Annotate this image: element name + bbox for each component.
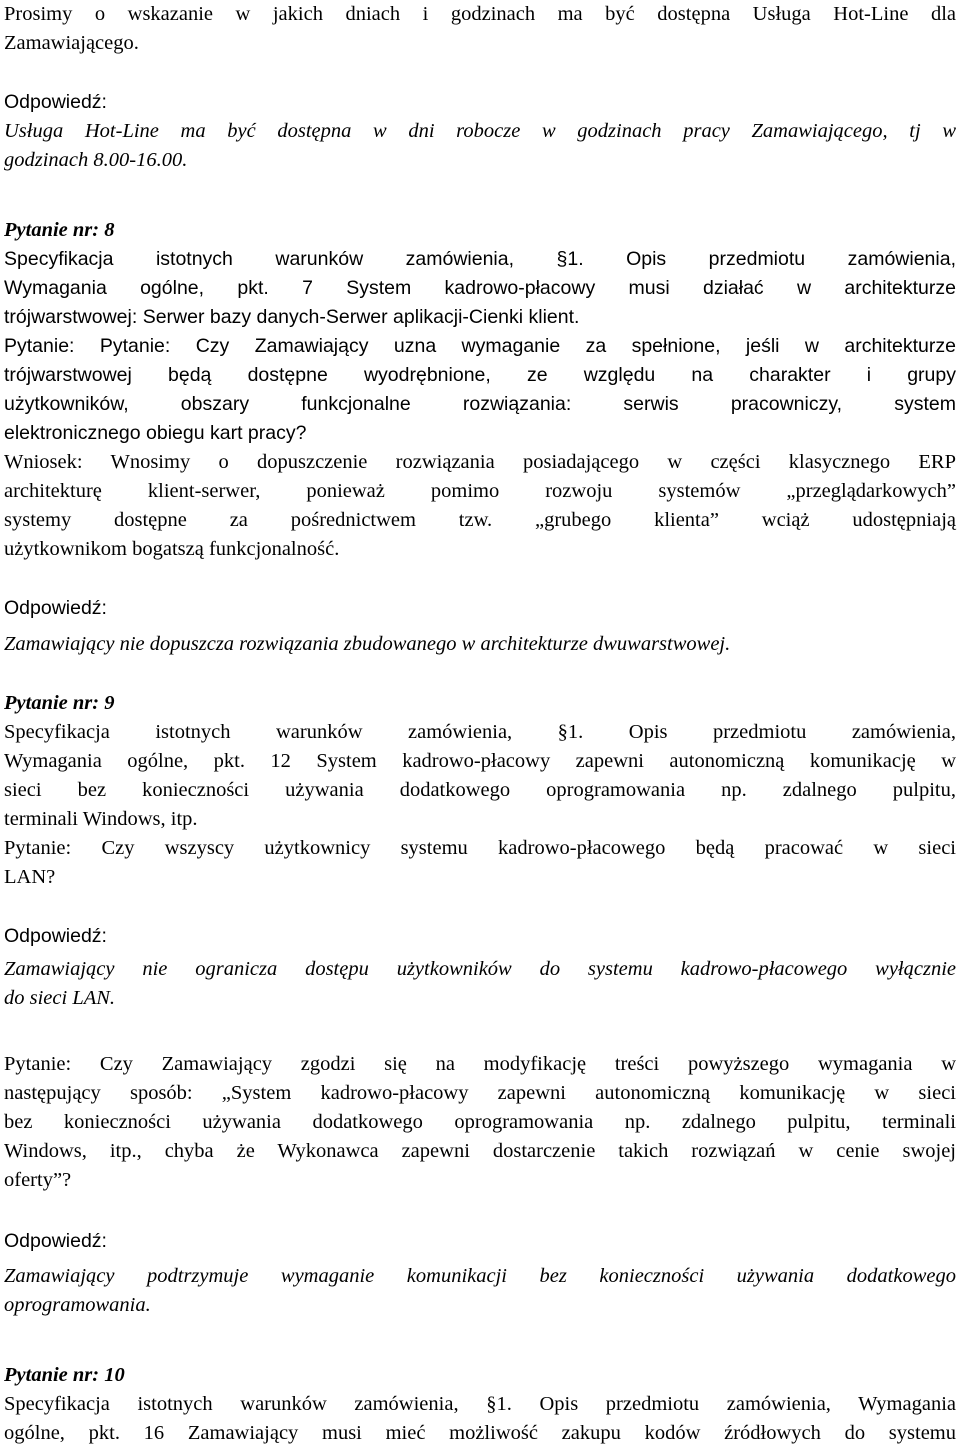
text-line: systemy dostępne za pośrednictwem tzw. „grubego klienta” wciąż udostępniają — [4, 509, 956, 531]
text-line: bez konieczności używania dodatkowego oprogramowania np. zdalnego pulpitu, terminali — [4, 1111, 956, 1133]
text-line: użytkowników, obszary funkcjonalne rozwiązania: serwis pracowniczy, system — [4, 393, 956, 415]
text-line: LAN? — [4, 866, 56, 888]
text-line: Pytanie nr: 8 — [4, 219, 115, 241]
text-line: użytkownikom bogatszą funkcjonalność. — [4, 538, 340, 560]
text-line: Specyfikacja istotnych warunków zamówienia, §1. Opis przedmiotu zamówienia, — [4, 248, 956, 270]
text-line: sieci bez konieczności używania dodatkowego oprogramowania np. zdalnego pulpitu, — [4, 779, 956, 801]
text-line: Windows, itp., chyba że Wykonawca zapewni dostarczenie takich rozwiązań w cenie swojej — [4, 1140, 956, 1162]
text-line: Odpowiedź: — [4, 1230, 107, 1252]
text-line: Usługa Hot-Line ma być dostępna w dni robocze w godzinach pracy Zamawiającego, tj w — [4, 120, 956, 142]
text-line: Specyfikacja istotnych warunków zamówienia, §1. Opis przedmiotu zamówienia, Wymagania — [4, 1393, 956, 1415]
text-line: Prosimy o wskazanie w jakich dniach i godzinach ma być dostępna Usługa Hot-Line dla — [4, 3, 956, 25]
text-line: godzinach 8.00-16.00. — [4, 149, 188, 171]
text-line: Zamawiający nie ogranicza dostępu użytkowników do systemu kadrowo-płacowego wyłącznie — [4, 958, 956, 980]
text-line: Pytanie: Pytanie: Czy Zamawiający uzna wymaganie za spełnione, jeśli w architekturze — [4, 335, 956, 357]
text-line: Odpowiedź: — [4, 925, 107, 947]
text-line: Pytanie: Czy wszyscy użytkownicy systemu kadrowo-płacowego będą pracować w sieci — [4, 837, 956, 859]
text-line: oferty”? — [4, 1169, 72, 1191]
text-line: Wymagania ogólne, pkt. 7 System kadrowo-płacowy musi działać w architekturze — [4, 277, 956, 299]
text-line: Odpowiedź: — [4, 597, 107, 619]
text-line: następujący sposób: „System kadrowo-płacowy zapewni autonomiczną komunikację w sieci — [4, 1082, 956, 1104]
text-line: ogólne, pkt. 16 Zamawiający musi mieć możliwość zakupu kodów źródłowych do systemu — [4, 1422, 956, 1444]
text-line: Wniosek: Wnosimy o dopuszczenie rozwiązania posiadającego w części klasycznego ERP — [4, 451, 956, 473]
text-line: architekturę klient-serwer, ponieważ pomimo rozwoju systemów „przeglądarkowych” — [4, 480, 956, 502]
text-line: Wymagania ogólne, pkt. 12 System kadrowo-płacowy zapewni autonomiczną komunikację w — [4, 750, 956, 772]
text-line: elektronicznego obiegu kart pracy? — [4, 422, 307, 444]
text-line: Pytanie: Czy Zamawiający zgodzi się na modyfikację treści powyższego wymagania w — [4, 1053, 956, 1075]
text-line: trójwarstwowej: Serwer bazy danych-Serwer aplikacji-Cienki klient. — [4, 306, 580, 328]
text-line: terminali Windows, itp. — [4, 808, 198, 830]
text-line: trójwarstwowej będą dostępne wyodrębnione, ze względu na charakter i grupy — [4, 364, 956, 386]
text-line: Specyfikacja istotnych warunków zamówienia, §1. Opis przedmiotu zamówienia, — [4, 721, 956, 743]
text-line: Pytanie nr: 9 — [4, 692, 115, 714]
text-line: do sieci LAN. — [4, 987, 116, 1009]
text-line: oprogramowania. — [4, 1294, 151, 1316]
text-line: Zamawiający nie dopuszcza rozwiązania zbudowanego w architekturze dwuwarstwowej. — [4, 633, 731, 655]
text-line: Zamawiający podtrzymuje wymaganie komunikacji bez konieczności używania dodatkowego — [4, 1265, 956, 1287]
text-line: Odpowiedź: — [4, 91, 107, 113]
text-line: Zamawiającego. — [4, 32, 139, 54]
text-line: Pytanie nr: 10 — [4, 1364, 125, 1386]
